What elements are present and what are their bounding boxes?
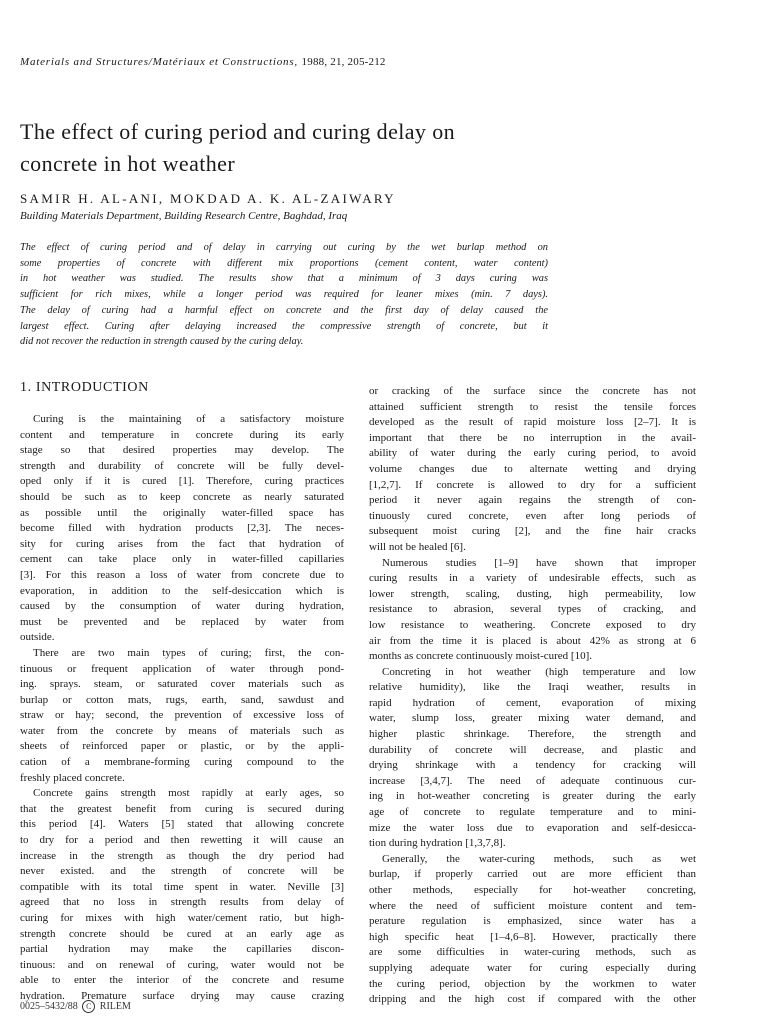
abstract-line: largest effect. Curing after delaying increased the compressive strength of concrete, but it (20, 320, 548, 332)
text-line: Generally, the water-curing methods, such as wet (382, 852, 696, 865)
text-line: Numerous studies [1–9] have shown that improper (382, 556, 696, 569)
paper-title (20, 116, 720, 180)
text-line: months as concrete continuously moist-cured [10]. (369, 650, 593, 663)
text-line: resistance to abrasion, several types of cracking, and (369, 603, 696, 616)
text-line: period it never again regains the strength of con- (369, 494, 696, 507)
text-line: burlap, if properly carried out are more efficient than (369, 868, 696, 881)
section-number: 1. (20, 380, 32, 395)
right-column (369, 384, 696, 1008)
title-line: The effect of curing period and curing delay on (20, 119, 456, 144)
text-line: water, slump loss, greater mixing water demand, and (369, 712, 696, 725)
text-line: straw or hay; second, the prevention of excessive loss of (20, 709, 344, 722)
text-line: other methods, especially for hot-weather concreting, (369, 884, 696, 896)
year-pages: 1988, 21, 205-212 (301, 56, 386, 68)
text-line: [3]. For this reason a loss of water from concrete due to (20, 568, 344, 581)
text-line: important that there be no interruption in the avail- (369, 431, 696, 444)
text-line: curing for mixes with high water/cement ratio, but high- (20, 912, 344, 924)
text-line: perature regulation is emphasized, since water has a (369, 915, 696, 928)
text-line: where the need of sufficient moisture content and tem- (369, 899, 696, 912)
text-line: will not be healed [6]. (369, 540, 466, 553)
text-line: tinuous: and on renewal of curing, water would not be (20, 958, 344, 971)
text-line: high specific heat [1–4,6–8]. However, practically there (369, 930, 696, 943)
text-line: the curing period, objection by the workmen to water (369, 977, 696, 990)
text-line: freshly placed concrete. (20, 771, 125, 784)
text-line: that the greatest benefit from curing is secured during (20, 802, 344, 815)
text-line: Concreting in hot weather (high temperature and low (382, 665, 696, 678)
text-line: content and temperature in concrete during its early (20, 428, 344, 441)
text-line: cement can take place only in water-filled capillaries (20, 553, 344, 566)
authors: SAMIR H. AL-ANI, MOKDAD A. K. AL-ZAIWARY (20, 191, 396, 206)
text-line: ing in hot-weather concreting is greater during the early (369, 790, 696, 803)
text-line: [1,2,7]. If concrete is allowed to dry for a sufficient (369, 478, 696, 491)
text-line: supplying adequate water for curing especially during (369, 961, 696, 974)
text-line: agreed that no loss in strength results from delay of (20, 896, 344, 909)
text-line: caused by the consumption of water during hydration, (20, 600, 344, 613)
abstract-line: sufficient for rich mixes, while a longer period was required for leaner mixes (min. 7 days). (20, 289, 548, 301)
journal-citation (20, 56, 750, 68)
text-line: age of concrete to regulate temperature and to mini- (369, 806, 696, 819)
text-line: evaporation, in addition to the self-desiccation which is (20, 584, 344, 597)
text-line: low resistance to weathering. Concrete exposed to dry (369, 618, 696, 631)
abstract-line: did not recover the reduction in strength caused by the curing delay. (20, 336, 304, 348)
text-line: strength and durability of concrete will be fully devel- (20, 459, 344, 472)
text-line: or cracking of the surface since the concrete has not (369, 385, 696, 397)
left-column (20, 412, 344, 1005)
text-line: increase in the strength as though the dry period had (20, 849, 344, 862)
text-line: should be such as to keep concrete as nearly saturated (20, 490, 344, 503)
affiliation: Building Materials Department, Building Research Centre, Baghdad, Iraq (20, 210, 348, 222)
text-line: ability of water during the early curing period, to avoid (369, 447, 696, 460)
abstract (20, 240, 548, 350)
text-line: tion during hydration [1,3,7,8]. (369, 837, 506, 850)
text-line: mize the water loss due to evaporation and self-desicca- (369, 821, 696, 834)
text-line: partial hydration may make the capillaries discon- (20, 943, 344, 956)
journal-name: Materials and Structures/Matériaux et Constructions, (20, 56, 298, 68)
text-line: oped only if it is cured [1]. Therefore, curing practices (20, 475, 344, 488)
publisher: RILEM (99, 1000, 131, 1012)
copyright-icon: C (82, 1000, 95, 1013)
text-line: become filled with hydration products [2,3]. The neces- (20, 522, 344, 535)
text-line: cation of a membrane-forming curing compound to the (20, 756, 344, 769)
text-line: burlap or cotton mats, rugs, earth, sand, sawdust and (20, 693, 344, 706)
text-line: water from the concrete by means of materials such as (20, 724, 344, 737)
text-line: air from the time it is placed is about 42% as strong at 6 (369, 634, 696, 647)
text-line: outside. (20, 631, 55, 644)
text-line: tinuously cured concrete, even after long periods of (369, 509, 696, 522)
text-line: relative humidity), like the Iraqi weather, results in (369, 681, 696, 694)
text-line: to dry for a period and then rewetting it will cause an (20, 834, 344, 847)
page-footer (20, 1000, 131, 1013)
text-line: stage so that desired properties may develop. The (20, 444, 344, 457)
abstract-line: The delay of curing had a harmful effect on concrete and the first day of delay caused the (20, 304, 548, 316)
text-line: ing. sprays. steam, or saturated cover materials such as (20, 678, 344, 691)
text-line: this period [4]. Waters [5] stated that allowing concrete (20, 818, 344, 831)
text-line: able to enter the interior of the concrete and resume (20, 974, 344, 987)
text-line: There are two main types of curing; first, the con- (33, 646, 344, 659)
text-line: tinuous or frequent application of water through pond- (20, 662, 344, 675)
text-line: never existed. and the strength of concrete will be (20, 865, 344, 878)
text-line: sheets of reinforced paper or plastic, or by the appli- (20, 740, 344, 753)
text-line: dripping and the high cost if compared with the other (369, 993, 696, 1006)
text-line: Concrete gains strength most rapidly at early ages, so (33, 787, 344, 800)
text-line: lower strength, scaling, dusting, high permeability, low (369, 587, 696, 600)
text-line: subsequent moist curing [2], and the fine hair cracks (369, 525, 696, 538)
abstract-line: in hot weather was studied. The results show that a minimum of 3 days curing was (20, 273, 548, 285)
text-line: Curing is the maintaining of a satisfactory moisture (33, 413, 344, 425)
text-line: drying shrinkage with a tendency for cracking will (369, 759, 696, 772)
abstract-line: some properties of concrete with different mix proportions (cement content, water content) (20, 257, 548, 269)
issn-code: 0025–5432/88 (20, 1000, 78, 1012)
text-line: strength concrete should be cured at an early age as (20, 927, 344, 940)
text-line: developed as the result of rapid moisture loss [2–7]. It is (369, 416, 696, 429)
text-line: hydration. Premature surface drying may cause crazing (20, 989, 344, 1002)
text-line: durability of concrete will decrease, and plastic and (369, 743, 696, 756)
text-line: increase [3,4,7]. The need of adequate continuous cur- (369, 774, 696, 787)
text-line: are some difficulties in water-curing methods, such as (369, 946, 696, 959)
text-line: rapid hydration of cement, evaporation of mixing (369, 696, 696, 709)
text-line: higher plastic shrinkage. Therefore, the strength and (369, 728, 696, 741)
text-line: volume changes due to alternate wetting and drying (369, 462, 696, 475)
title-line: concrete in hot weather (20, 151, 236, 176)
text-line: must be prevented and be replaced by water from (20, 615, 344, 628)
section-title: INTRODUCTION (35, 380, 149, 395)
text-line: as possible until the originally water-filled space has (20, 506, 344, 519)
text-line: curing results in a variety of undesirable effects, such as (369, 572, 696, 585)
text-line: compatible with its total time spent in water. Neville [3] (20, 880, 344, 893)
text-line: sity for curing arises from the fact that hydration of (20, 537, 344, 550)
abstract-line: The effect of curing period and of delay in carrying out curing by the wet burlap method on (20, 242, 548, 253)
section-heading (20, 380, 149, 396)
text-line: attained sufficient strength to resist the tensile forces (369, 400, 696, 413)
